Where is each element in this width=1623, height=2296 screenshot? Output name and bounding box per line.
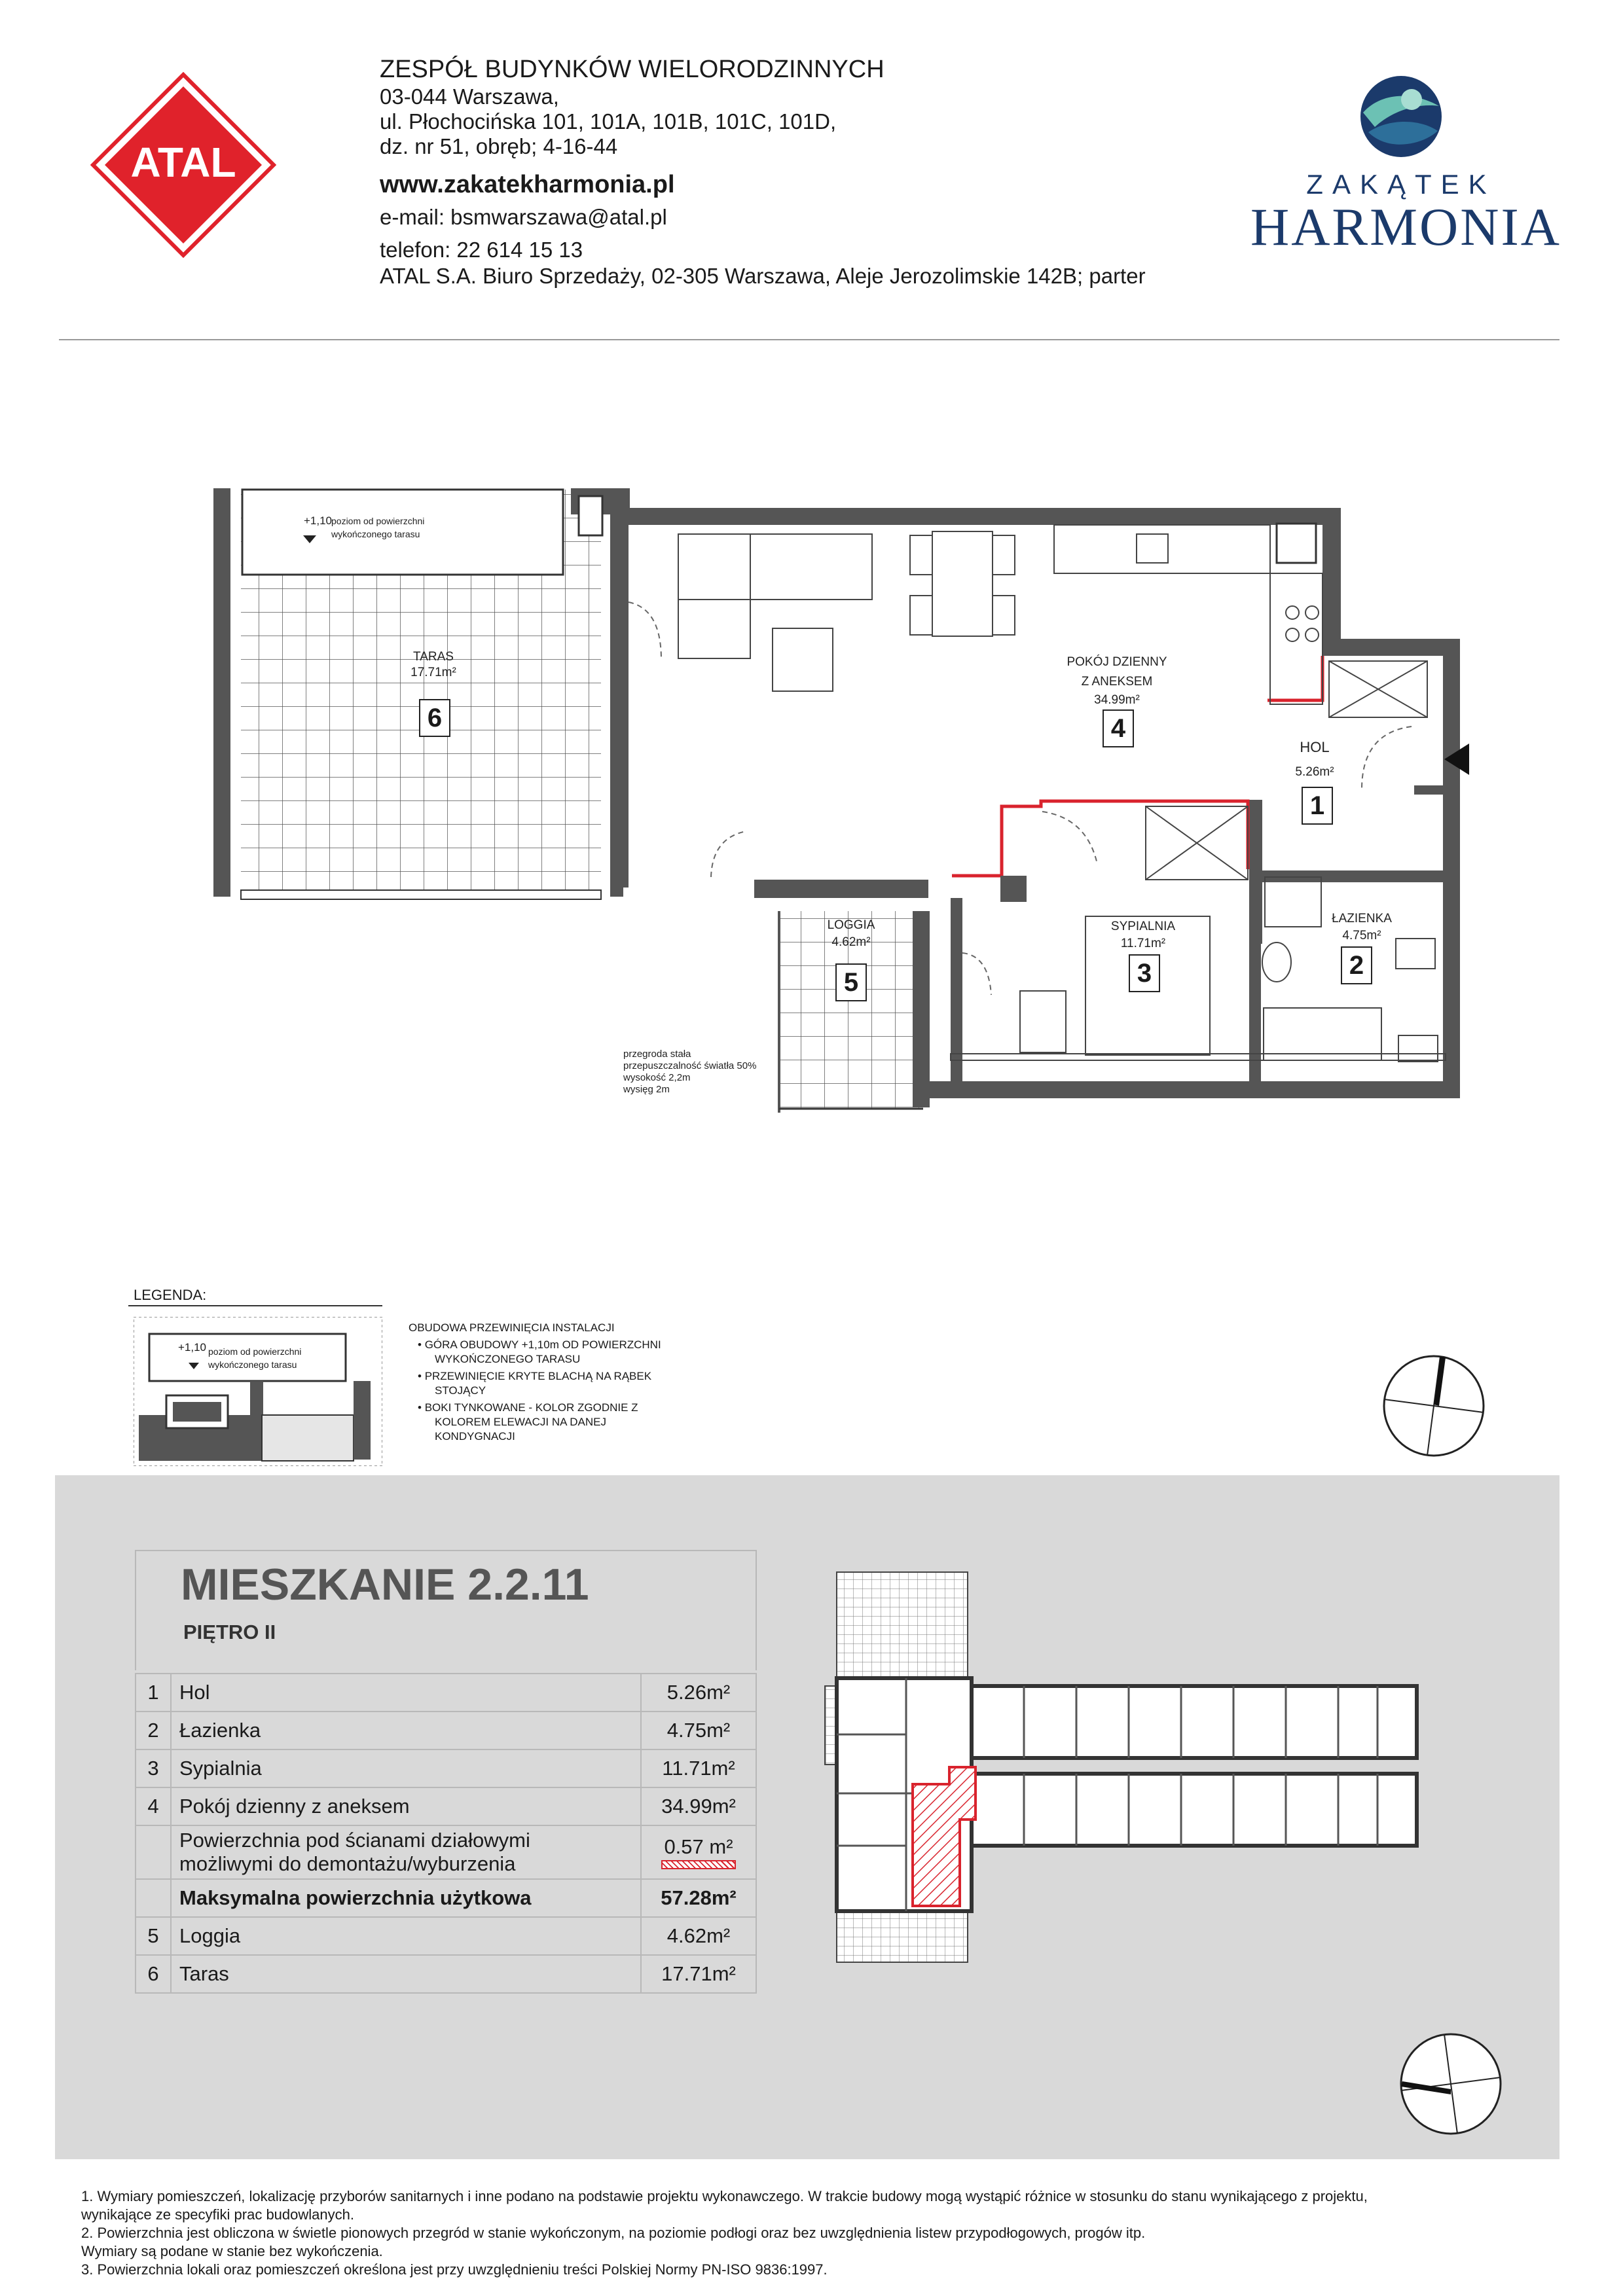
legend-underline [128, 1305, 382, 1306]
address-line-2: ul. Płochocińska 101, 101A, 101B, 101C, 101D, [380, 109, 837, 134]
terrace-wall-left [213, 488, 230, 897]
atal-logo-text: ATAL [130, 139, 236, 186]
logo-line-1: ZAKĄTEK [1306, 169, 1496, 200]
partition-note-4: wysięg 2m [623, 1084, 670, 1095]
address-line-1: 03-044 Warszawa, [380, 84, 559, 109]
partition-note-1: przegroda stała [623, 1049, 691, 1060]
room-number-6: 6 [419, 699, 450, 737]
legend-bullet-1-line-2: WYKOŃCZONEGO TARASU [435, 1353, 581, 1365]
partition-note-2: przepuszczalność światła 50% [623, 1060, 757, 1071]
room-area-loggia: 4.62m² [831, 935, 871, 949]
table-row: 1 Hol 5.26m² [136, 1674, 756, 1712]
table-row-max: Maksymalna powierzchnia użytkowa 57.28m² [136, 1879, 756, 1917]
room-number-4: 4 [1103, 709, 1134, 747]
room-name-hall: HOL [1300, 739, 1330, 755]
address-line-3: dz. nr 51, obręb; 4-16-44 [380, 134, 618, 158]
legend-bullet-2-line-2: STOJĄCY [435, 1384, 486, 1397]
room-area-living: 34.99m² [1094, 693, 1140, 707]
legend-bullet-2-line-1: • PRZEWINIĘCIE KRYTE BLACHĄ NA RĄBEK [418, 1370, 652, 1382]
legend-level-note-1: poziom od powierzchni [208, 1346, 302, 1357]
room-name-living-2: Z ANEKSEM [1081, 675, 1153, 689]
room-number-2: 2 [1341, 946, 1372, 984]
terrace-level: +1,10 [304, 514, 333, 527]
room-area-bedroom: 11.71m² [1120, 937, 1166, 950]
removable-wall-1 [1002, 801, 1248, 876]
website-link[interactable]: www.zakatekharmonia.pl [380, 171, 675, 198]
room-name-bedroom: SYPIALNIA [1110, 920, 1176, 933]
removable-wall-2 [1267, 656, 1322, 700]
legend-bullet-3-line-1: • BOKI TYNKOWANE - KOLOR ZGODNIE Z [418, 1401, 638, 1414]
room-area-terrace: 17.71m² [410, 666, 456, 679]
email-link[interactable]: e-mail: bsmwarszawa@atal.pl [380, 205, 667, 229]
apartment-title: MIESZKANIE 2.2.11 [181, 1560, 589, 1609]
room-name-loggia: LOGGIA [827, 918, 875, 932]
table-row: 5 Loggia 4.62m² [136, 1917, 756, 1955]
legend-bullet-3-line-3: KONDYGNACJI [435, 1430, 515, 1443]
legend-bullet-3-line-2: KOLOREM ELEWACJI NA DANEJ [435, 1416, 606, 1428]
room-name-living-1: POKÓJ DZIENNY [1067, 655, 1167, 669]
room-number-1: 1 [1302, 787, 1333, 825]
removable-label-1: Powierzchnia pod ścianami działowymi [179, 1829, 530, 1852]
removable-label-2: możliwymi do demontażu/wyburzenia [179, 1852, 516, 1875]
table-row: 6 Taras 17.71m² [136, 1955, 756, 1993]
project-title: ZESPÓŁ BUDYNKÓW WIELORODZINNYCH [380, 56, 884, 83]
removable-swatch [661, 1860, 736, 1869]
legend-bullet-1-line-1: • GÓRA OBUDOWY +1,10m OD POWIERZCHNI [418, 1338, 661, 1351]
legend-level: +1,10 [178, 1341, 207, 1354]
room-number-3: 3 [1129, 954, 1160, 992]
door-swings [629, 602, 1412, 995]
table-row: 4 Pokój dzienny z aneksem 34.99m² [136, 1787, 756, 1825]
office-address: ATAL S.A. Biuro Sprzedaży, 02-305 Warszawa, Aleje Jerozolimskie 142B; parter [380, 264, 1146, 288]
terrace-level-note-1: poziom od powierzchni [331, 516, 425, 526]
legend-level-note-2: wykończonego tarasu [208, 1359, 297, 1370]
room-number-5: 5 [835, 963, 867, 1001]
partition-note-3: wysokość 2,2m [623, 1072, 691, 1083]
room-name-terrace: TARAS [413, 650, 454, 664]
building-key-plan [808, 1571, 1436, 1964]
apartment-area-table [135, 1673, 757, 1994]
note-line-4: Wymiary są podane w stanie bez wykończenia. [81, 2243, 383, 2259]
logo-line-2: HARMONIA [1250, 197, 1561, 257]
legend-symbol [134, 1317, 382, 1466]
apartment-floor: PIĘTRO II [183, 1621, 276, 1643]
compass-icon [1380, 1352, 1487, 1460]
legend-title: LEGENDA: [134, 1287, 207, 1303]
terrace-railing [241, 890, 601, 899]
note-line-1: 1. Wymiary pomieszczeń, lokalizację przyborów sanitarnych i inne podano na podstawie projektu wykonawczego. W trakcie budowy mogą wystąpić różnice w stosunku do stanu wynikającego z projektu, [81, 2188, 1368, 2204]
table-row: 3 Sypialnia 11.71m² [136, 1749, 756, 1787]
phone-text: telefon: 22 614 15 13 [380, 238, 583, 262]
terrace-level-note-2: wykończonego tarasu [331, 529, 420, 539]
note-line-2: wynikające ze specyfiki prac budowlanych. [81, 2206, 354, 2223]
note-line-5: 3. Powierzchnia lokali oraz pomieszczeń określona jest przy uwzględnieniu treści Polskiej Normy PN-ISO 9836:1997. [81, 2261, 828, 2278]
note-line-3: 2. Powierzchnia jest obliczona w świetle pionowych przegród w stanie wykończonym, na poziomie podłogi oraz bez uwzględnienia listew przypodłogowych, progów itp. [81, 2225, 1146, 2241]
table-row-removable [136, 1825, 756, 1879]
removable-area: 0.57 m² [664, 1835, 733, 1858]
room-area-hall: 5.26m² [1295, 765, 1334, 779]
compass-icon-2 [1397, 2030, 1504, 2138]
legend-description-title: OBUDOWA PRZEWINIĘCIA INSTALACJI [409, 1321, 615, 1334]
room-name-bathroom: ŁAZIENKA [1332, 912, 1392, 925]
table-row: 2 Łazienka 4.75m² [136, 1712, 756, 1749]
room-area-bathroom: 4.75m² [1342, 929, 1381, 942]
